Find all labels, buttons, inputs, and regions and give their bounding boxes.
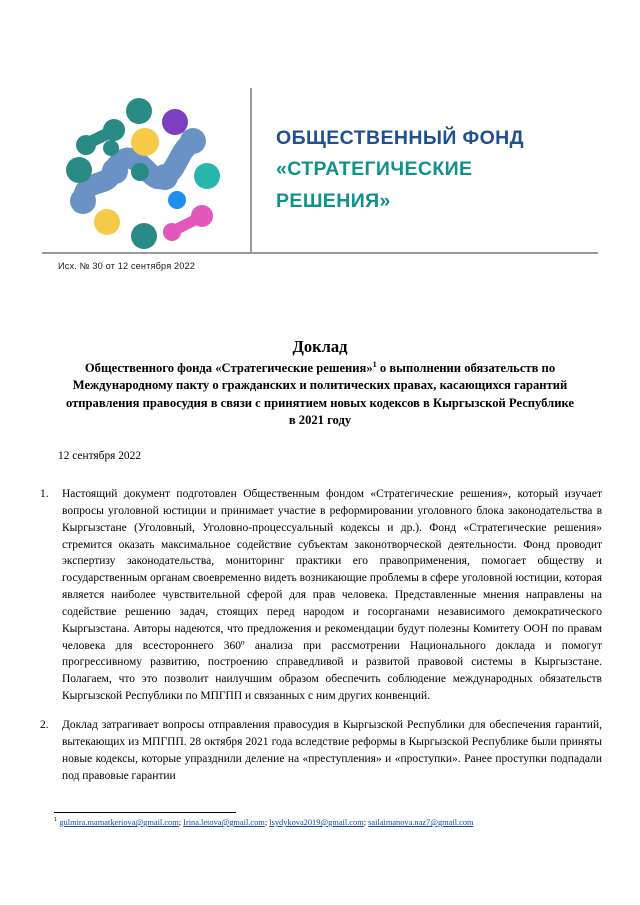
paragraph-number: 2. (40, 718, 49, 731)
footnote-separator (54, 812, 236, 813)
letterhead-horizontal-divider (42, 252, 598, 254)
document-body (38, 486, 602, 796)
footnote-email-link-2[interactable]: Irina.letova@gmail.com (183, 818, 265, 827)
reference-number: Исх. № 30 от 12 сентября 2022 (58, 261, 196, 271)
organization-name (252, 86, 598, 254)
organization-name-line-3: РЕШЕНИЯ» (276, 189, 391, 212)
title-block (58, 336, 582, 430)
document-heading: Доклад (292, 337, 348, 356)
footnote-email-link-4[interactable]: sailaimanova.naz7@gmail.com (368, 818, 474, 827)
footnote-separator-3: ; (363, 818, 369, 827)
organization-name-line-1: ОБЩЕСТВЕННЫЙ ФОНД (276, 126, 524, 149)
footnote-area (54, 812, 584, 829)
footnote-separator-1: ; (178, 818, 184, 827)
paragraph-text: Настоящий документ подготовлен Общественным фондом «Стратегические решения», который изучает вопросы уголовной юстиции и принимает участие в реформировании уголовного блока законодательства в Кыргызстане (Уголовный, Уголовно-процессуальный кодексы и др.). Фонд «Стратегические решения» стремится оказать максимальное содействие субъектам законотворческой деятельности. Фонд проводит экспертизу законодательства, мониторинг практики его правоприменения, помогает обществу и государственным органам своевременно видеть возникающие проблемы в сфере уголовной юстиции, которая является наиболее чувствительной сферой для прав человека. Представленные мнения направлены на содействие решению задач, стоящих перед народом и госорганами независимого демократического Кыргызстана. Авторы надеются, что предложения и рекомендации будут полезны Комитету ООН по правам человека для всестороннего 360º анализа при рассмотрении Национального доклада и помогут прогрессивному развитию, построению справедливой и развитой правовой системы в Кыргызстане. Полагаем, что это позволит наилучшим образом обеспечить соблюдение международных обязательств Кыргызской Республики по МПГПП и связанных с ним других конвенций. (62, 488, 602, 703)
footnote-separator-2: ; (264, 818, 270, 827)
paragraph-number: 1. (40, 488, 49, 500)
organization-logo (42, 86, 250, 254)
footnote-marker: 1 (54, 816, 58, 824)
numbered-paragraph (38, 717, 602, 784)
document-subtitle-part-1: Общественного фонда «Стратегические решения» (84, 361, 373, 376)
document-date: 12 сентября 2022 (58, 450, 142, 462)
footnote-email-link-1[interactable]: gulmira.mamatkeriova@gmail.com (59, 818, 179, 827)
letterhead (42, 86, 598, 254)
document-subtitle-part-2: о выполнении обязательств по Международному пакту о гражданских и политических правах, касающихся гарантий отправления правосудия в связи с принятием новых кодексов в Кыргызской Республике в 2021 году (65, 361, 575, 428)
footnote-text (54, 817, 584, 829)
document-subtitle (58, 360, 582, 430)
network-nodes-logo-icon (61, 91, 231, 249)
footnote-email-link-3[interactable]: lsydykova2019@gmail.com (269, 818, 364, 827)
title-footnote-marker: 1 (372, 359, 377, 369)
numbered-paragraph (38, 486, 602, 705)
paragraph-text: Доклад затрагивает вопросы отправления правосудия в Кыргызской Республики для обеспечения гарантий, вытекающих из МПГПП. 28 октября 2021 года вследствие реформы в Кыргызской Республике были приняты новые кодексы, которые упразднили деление на «преступления» и «проступки». Ранее проступки подпадали под правовые гарантии (62, 718, 602, 782)
organization-name-line-2: «СТРАТЕГИЧЕСКИЕ (276, 158, 473, 181)
